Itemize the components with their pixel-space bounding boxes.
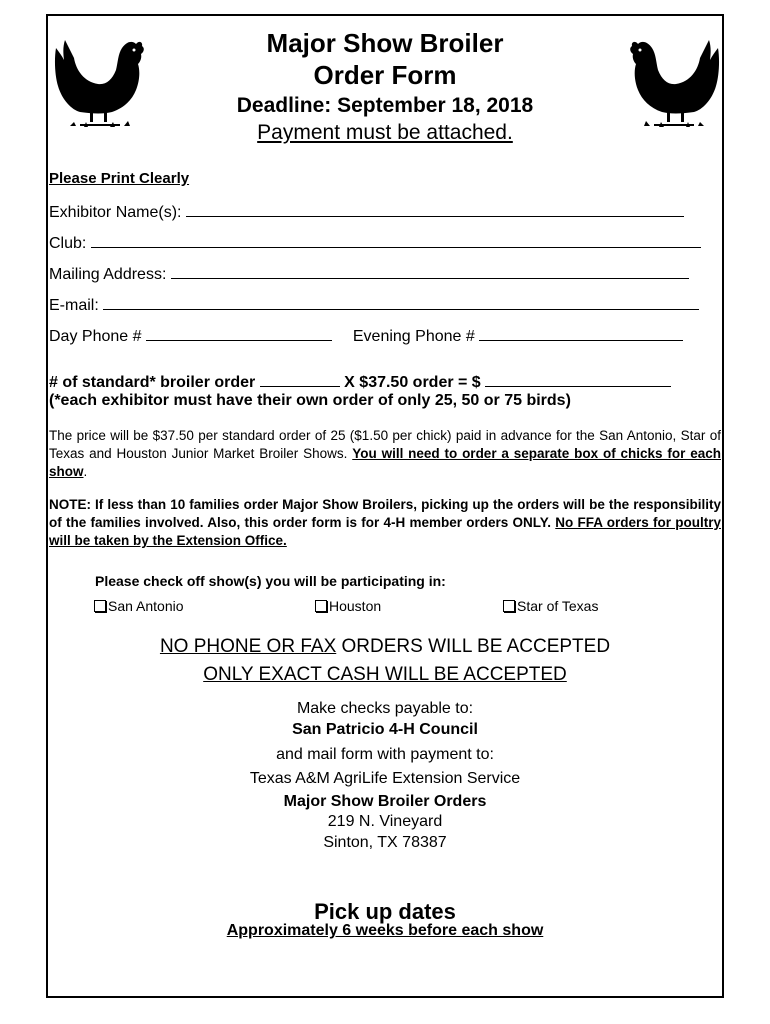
club-line[interactable]	[91, 233, 701, 248]
street-address: 219 N. Vineyard	[327, 813, 443, 830]
payment-notice: Payment must be attached.	[257, 121, 513, 144]
extension-service: Texas A&M AgriLife Extension Service	[249, 770, 521, 787]
title-line-2: Order Form	[313, 60, 457, 90]
deadline: Deadline: September 18, 2018	[236, 94, 534, 117]
order-total-blank[interactable]	[485, 372, 671, 387]
mailing-address-line[interactable]	[171, 264, 689, 279]
council-name: San Patricio 4-H Council	[292, 721, 478, 738]
phone-fields	[49, 326, 683, 346]
order-price-label: X $37.50 order = $	[344, 374, 481, 391]
checkbox-label-star-of-texas: Star of Texas	[517, 598, 599, 614]
checkbox-star-of-texas[interactable]	[503, 598, 598, 614]
day-phone-label: Day Phone #	[49, 328, 142, 345]
pickup-dates-subtitle: Approximately 6 weeks before each show	[226, 922, 544, 939]
evening-phone-line[interactable]	[479, 326, 683, 341]
price-text: The price will be $37.50 per standard order of 25 ($1.50 per chick) paid in advance for the San Antonio, Star of Texas and Houston Junior Market Broiler Shows.	[49, 428, 721, 461]
price-end: .	[83, 464, 88, 479]
payable-to-label: Make checks payable to:	[296, 700, 474, 717]
order-quantity-label: # of standard* broiler order	[49, 374, 256, 391]
checkbox-san-antonio[interactable]	[94, 598, 184, 614]
evening-phone-label: Evening Phone #	[352, 328, 475, 345]
checkbox-icon[interactable]	[503, 600, 515, 612]
no-phone-fax-notice	[0, 636, 770, 658]
order-quantity-line	[49, 372, 671, 392]
mail-with-label: and mail form with payment to:	[276, 746, 494, 763]
checkbox-icon[interactable]	[94, 600, 106, 612]
checkbox-label-san-antonio: San Antonio	[108, 598, 184, 614]
pickup-dates-title: Pick up dates	[314, 899, 456, 924]
exhibitor-name-label: Exhibitor Name(s):	[49, 204, 182, 221]
title-line-1: Major Show Broiler	[266, 28, 504, 58]
mailing-address-field[interactable]	[49, 264, 689, 284]
show-selection-label: Please check off show(s) you will be participating in:	[95, 573, 446, 589]
email-line[interactable]	[103, 295, 699, 310]
checkbox-label-houston: Houston	[329, 598, 382, 614]
exhibitor-name-field[interactable]	[49, 202, 684, 222]
broiler-orders-name: Major Show Broiler Orders	[283, 793, 487, 810]
note-paragraph	[49, 496, 721, 550]
no-phone-fax-underlined: NO PHONE OR FAX	[159, 636, 337, 657]
separate-box-emphasis: You will need to order a separate box of chicks for each show	[49, 446, 721, 479]
order-quantity-blank[interactable]	[260, 372, 340, 387]
day-phone-line[interactable]	[146, 326, 332, 341]
mailing-address-label: Mailing Address:	[49, 266, 167, 283]
checkbox-houston[interactable]	[315, 598, 381, 614]
order-note: (*each exhibitor must have their own order of only 25, 50 or 75 birds)	[49, 392, 571, 409]
club-field[interactable]	[49, 233, 701, 253]
ffa-notice: No FFA orders for poultry will be taken by the Extension Office.	[49, 515, 721, 548]
checkbox-icon[interactable]	[315, 600, 327, 612]
club-label: Club:	[49, 235, 87, 252]
price-paragraph	[49, 427, 721, 481]
note-text: NOTE: If less than 10 families order Major Show Broilers, picking up the orders will be the responsibility of the families involved. Also, this order form is for 4-H member orders ONLY.	[49, 497, 721, 530]
print-clearly-heading: Please Print Clearly	[49, 170, 190, 187]
exhibitor-name-line[interactable]	[186, 202, 684, 217]
city-state-zip: Sinton, TX 78387	[323, 834, 447, 851]
exact-cash-notice: ONLY EXACT CASH WILL BE ACCEPTED	[203, 664, 567, 685]
email-label: E-mail:	[49, 297, 99, 314]
no-phone-fax-rest: ORDERS WILL BE ACCEPTED	[336, 636, 611, 657]
email-field[interactable]	[49, 295, 699, 315]
